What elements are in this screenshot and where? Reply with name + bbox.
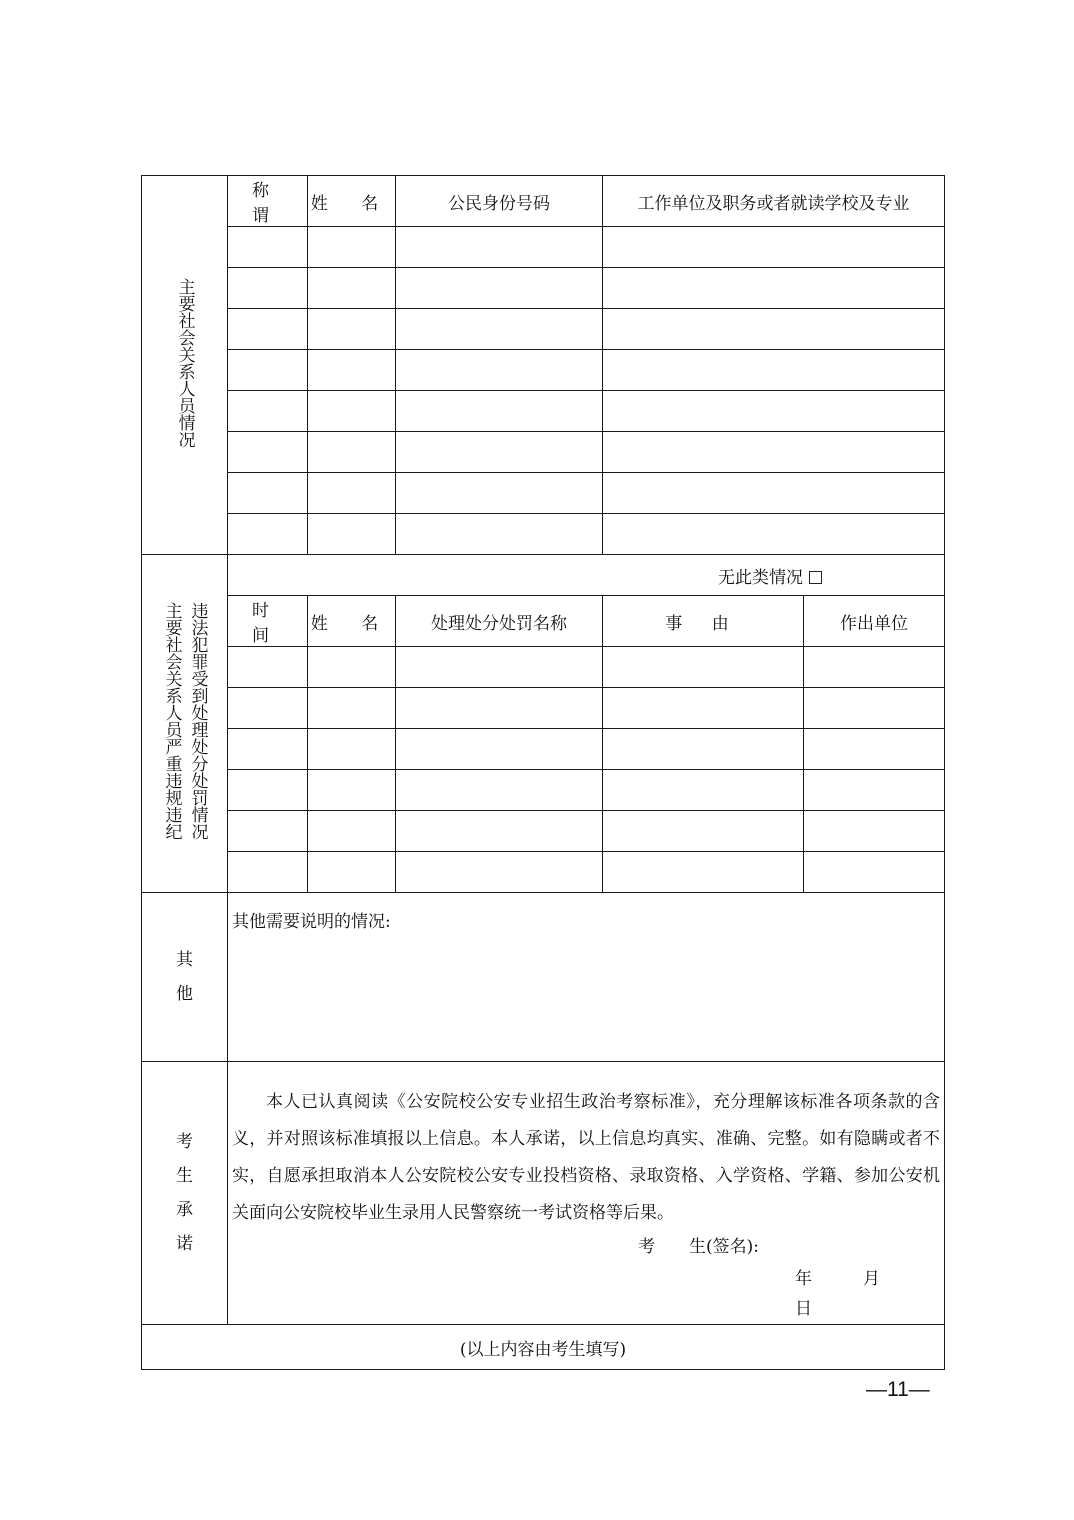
workplace-cell[interactable] <box>603 309 945 350</box>
name-cell[interactable] <box>308 770 396 811</box>
pledge-content <box>228 1062 945 1325</box>
table-row <box>142 770 945 811</box>
workplace-cell[interactable] <box>603 514 945 555</box>
header-reason: 事 由 <box>603 596 804 647</box>
table-row <box>142 309 945 350</box>
table-row <box>142 729 945 770</box>
other-prompt: 其他需要说明的情况: <box>232 912 391 932</box>
no-such-case-label: 无此类情况 <box>718 567 803 588</box>
header-relation: 称 谓 <box>228 176 308 227</box>
penalty-cell[interactable] <box>396 647 603 688</box>
violations-label-cell <box>142 555 228 893</box>
violations-header-row <box>142 596 945 647</box>
footer-note-row <box>142 1325 945 1370</box>
unit-cell[interactable] <box>804 688 945 729</box>
header-name: 姓 名 <box>308 176 396 227</box>
unit-cell[interactable] <box>804 647 945 688</box>
page-number: —11— <box>866 1378 930 1401</box>
penalty-cell[interactable] <box>396 770 603 811</box>
table-row <box>142 647 945 688</box>
header-issuing-unit: 作出单位 <box>804 596 945 647</box>
pledge-row <box>142 1062 945 1325</box>
id-number-cell[interactable] <box>396 309 603 350</box>
name-cell[interactable] <box>308 432 396 473</box>
table-row <box>142 811 945 852</box>
other-row <box>142 893 945 1062</box>
id-number-cell[interactable] <box>396 350 603 391</box>
penalty-cell[interactable] <box>396 852 603 893</box>
workplace-cell[interactable] <box>603 391 945 432</box>
table-row <box>142 852 945 893</box>
social-relations-label: 主要社会关系人员情况 <box>174 277 195 448</box>
table-row <box>142 514 945 555</box>
violations-none-row <box>142 555 945 596</box>
table-row <box>142 227 945 268</box>
workplace-cell[interactable] <box>603 227 945 268</box>
name-cell[interactable] <box>308 647 396 688</box>
pledge-label: 考 生 承 诺 <box>176 1132 193 1254</box>
name-cell[interactable] <box>308 688 396 729</box>
workplace-cell[interactable] <box>603 268 945 309</box>
workplace-cell[interactable] <box>603 432 945 473</box>
violations-label-col1: 主要社会关系人员严重违规违纪 <box>161 602 182 840</box>
table-row <box>142 268 945 309</box>
pledge-text: 本人已认真阅读《公安院校公安专业招生政治考察标准》，充分理解该标准各项条款的含义，并对照该标准填报以上信息。本人承诺，以上信息均真实、准确、完整。如有隐瞒或者不实，自愿承担取消本人公安院校公安专业投档资格、录取资格、入学资格、学籍、参加公安机关面向公安院校毕业生录用人民警察统一考试资格等后果。 <box>232 1092 940 1223</box>
other-label: 其 他 <box>176 950 193 1004</box>
name-cell[interactable] <box>308 852 396 893</box>
political-review-form <box>141 175 945 1370</box>
id-number-cell[interactable] <box>396 391 603 432</box>
table-row <box>142 473 945 514</box>
header-workplace: 工作单位及职务或者就读学校及专业 <box>603 176 945 227</box>
reason-cell[interactable] <box>603 647 804 688</box>
name-cell[interactable] <box>308 514 396 555</box>
reason-cell[interactable] <box>603 852 804 893</box>
name-cell[interactable] <box>308 729 396 770</box>
table-row <box>142 688 945 729</box>
relation-cell[interactable] <box>228 350 308 391</box>
signature-line[interactable]: 考 生(签名): <box>638 1237 759 1257</box>
time-cell[interactable] <box>228 688 308 729</box>
id-number-cell[interactable] <box>396 227 603 268</box>
header-name: 姓 名 <box>308 596 396 647</box>
workplace-cell[interactable] <box>603 473 945 514</box>
no-such-case-option[interactable] <box>228 555 945 596</box>
penalty-cell[interactable] <box>396 729 603 770</box>
other-label-cell <box>142 893 228 1062</box>
workplace-cell[interactable] <box>603 350 945 391</box>
no-such-case-checkbox[interactable] <box>809 571 822 584</box>
penalty-cell[interactable] <box>396 811 603 852</box>
id-number-cell[interactable] <box>396 514 603 555</box>
date-line[interactable]: 年 月 日 <box>795 1269 931 1319</box>
time-cell[interactable] <box>228 770 308 811</box>
header-time: 时 间 <box>228 596 308 647</box>
relation-cell[interactable] <box>228 432 308 473</box>
name-cell[interactable] <box>308 391 396 432</box>
social-relations-label-cell <box>142 176 228 555</box>
name-cell[interactable] <box>308 350 396 391</box>
penalty-cell[interactable] <box>396 688 603 729</box>
unit-cell[interactable] <box>804 770 945 811</box>
reason-cell[interactable] <box>603 688 804 729</box>
pledge-label-cell <box>142 1062 228 1325</box>
name-cell[interactable] <box>308 268 396 309</box>
relation-cell[interactable] <box>228 309 308 350</box>
relation-cell[interactable] <box>228 227 308 268</box>
name-cell[interactable] <box>308 811 396 852</box>
footer-note: (以上内容由考生填写) <box>142 1325 945 1370</box>
relation-cell[interactable] <box>228 473 308 514</box>
violations-label-col2: 违法犯罪受到处理处分处罚情况 <box>187 602 208 840</box>
header-penalty-name: 处理处分处罚名称 <box>396 596 603 647</box>
unit-cell[interactable] <box>804 811 945 852</box>
relation-cell[interactable] <box>228 514 308 555</box>
time-cell[interactable] <box>228 729 308 770</box>
relation-cell[interactable] <box>228 268 308 309</box>
reason-cell[interactable] <box>603 811 804 852</box>
name-cell[interactable] <box>308 309 396 350</box>
header-id-number: 公民身份号码 <box>396 176 603 227</box>
time-cell[interactable] <box>228 852 308 893</box>
relation-cell[interactable] <box>228 391 308 432</box>
time-cell[interactable] <box>228 811 308 852</box>
id-number-cell[interactable] <box>396 268 603 309</box>
reason-cell[interactable] <box>603 729 804 770</box>
unit-cell[interactable] <box>804 852 945 893</box>
table-row <box>142 432 945 473</box>
name-cell[interactable] <box>308 227 396 268</box>
time-cell[interactable] <box>228 647 308 688</box>
social-relations-header-row <box>142 176 945 227</box>
unit-cell[interactable] <box>804 729 945 770</box>
name-cell[interactable] <box>308 473 396 514</box>
table-row <box>142 391 945 432</box>
table-row <box>142 350 945 391</box>
reason-cell[interactable] <box>603 770 804 811</box>
id-number-cell[interactable] <box>396 473 603 514</box>
other-notes-field[interactable] <box>228 893 945 1062</box>
id-number-cell[interactable] <box>396 432 603 473</box>
